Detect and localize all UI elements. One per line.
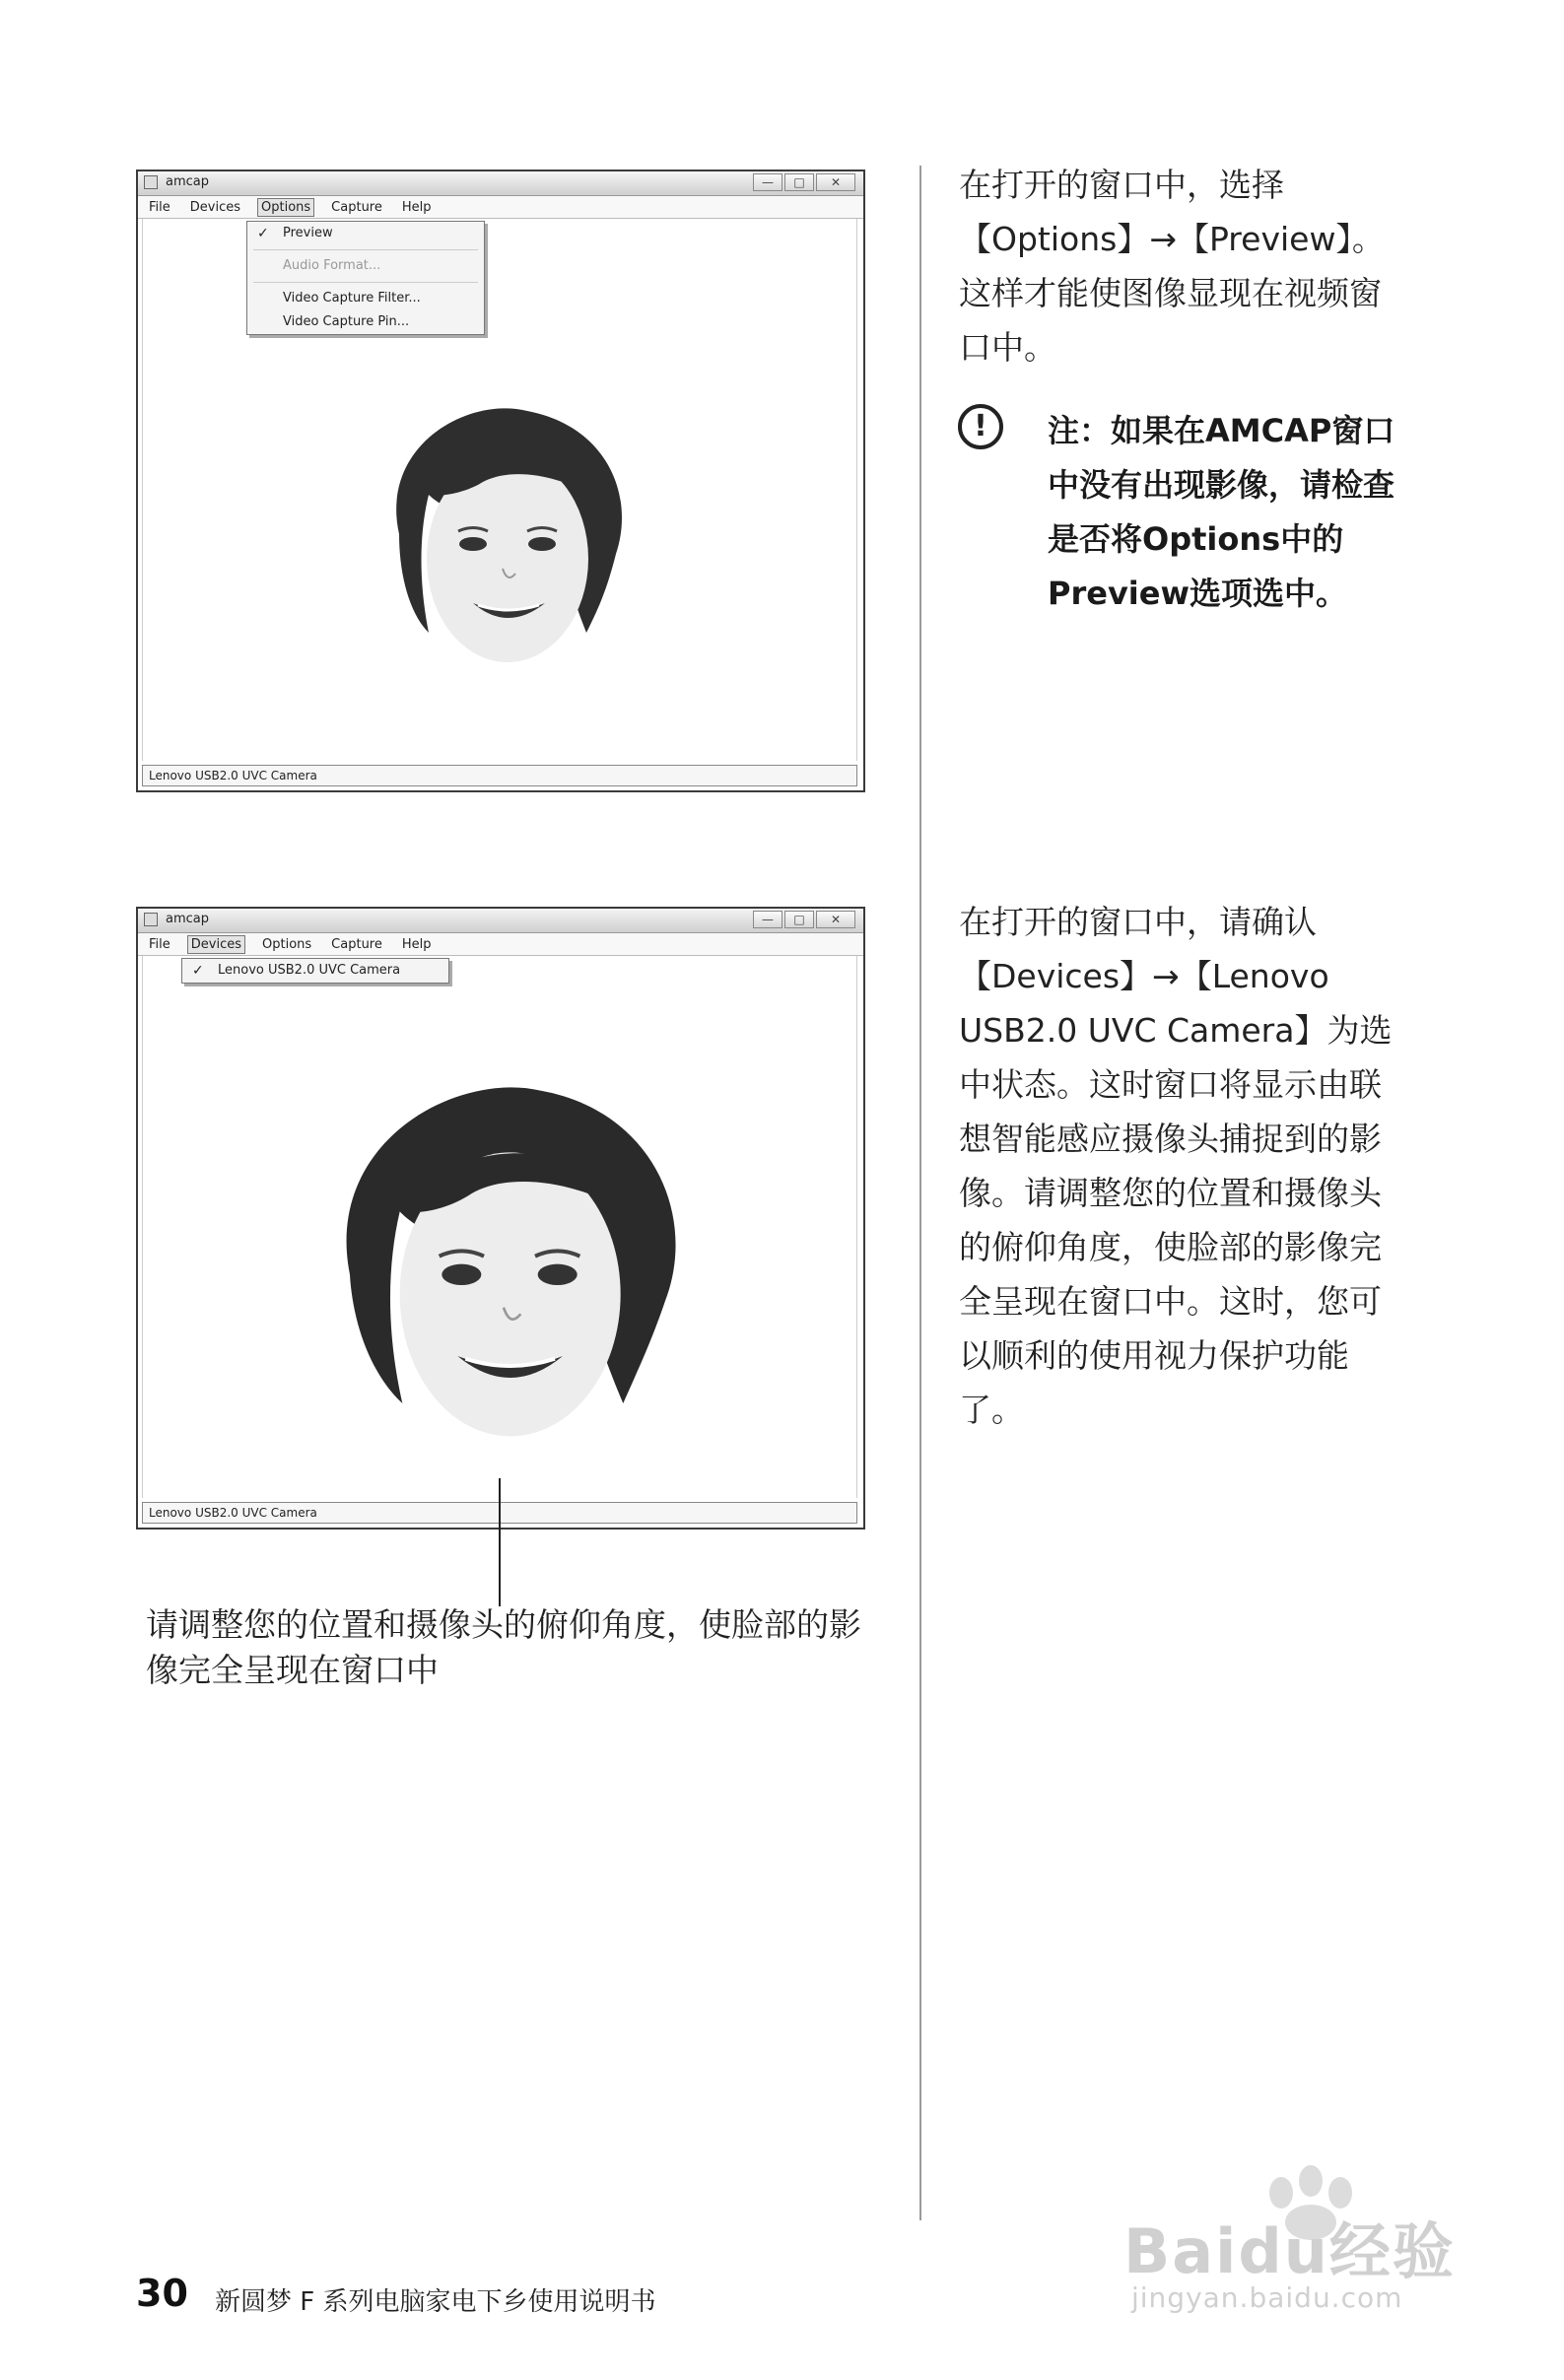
window-title: amcap (166, 912, 209, 926)
image-caption: 请调整您的位置和摄像头的俯仰角度，使脸部的影像完全呈现在窗口中 (146, 1605, 861, 1689)
status-bar: Lenovo USB2.0 UVC Camera (142, 765, 857, 786)
close-button[interactable]: ✕ (816, 173, 855, 191)
menu-capture[interactable]: Capture (331, 199, 382, 215)
menu-item-lenovo-camera[interactable] (182, 959, 448, 983)
warning-icon: ! (958, 404, 1003, 449)
devices-dropdown (181, 958, 449, 984)
note-text: 注：如果在AMCAP窗口中没有出现影像，请检查是否将Options中的Preview选项选中。 (1048, 412, 1395, 612)
app-icon (144, 913, 158, 926)
menu-file[interactable]: File (149, 936, 170, 952)
menu-options[interactable]: Options (262, 936, 312, 952)
menu-item-audio-format (247, 254, 484, 278)
menu-bar (138, 933, 863, 956)
status-bar: Lenovo USB2.0 UVC Camera (142, 1502, 857, 1524)
minimize-button[interactable]: — (753, 911, 782, 928)
menu-item-label: Preview (283, 226, 333, 240)
close-button[interactable]: ✕ (816, 911, 855, 928)
minimize-button[interactable]: — (753, 173, 782, 191)
menu-devices[interactable]: Devices (187, 935, 245, 954)
watermark-url: jingyan.baidu.com (1131, 2281, 1403, 2314)
watermark-brand: Baidu经验 (1123, 2215, 1456, 2287)
instruction-paragraph-2: 在打开的窗口中，请确认【Devices】→【Lenovo USB2.0 UVC Camera】为选中状态。这时窗口将显示由联想智能感应摄像头捕捉到的影像。请调整您的位置和摄像头的俯仰角度，使脸部的影像完全呈现在窗口中。这时，您可以顺利的使用视力保护功能了。 (959, 903, 1393, 1429)
menu-item-preview[interactable] (247, 222, 484, 245)
menu-separator (253, 282, 478, 283)
preview-area (142, 956, 857, 1498)
column-divider (919, 166, 921, 2220)
check-icon: ✓ (257, 226, 269, 241)
menu-item-label: Lenovo USB2.0 UVC Camera (218, 963, 401, 978)
menu-help[interactable]: Help (401, 936, 432, 952)
menu-separator (253, 249, 478, 250)
menu-item-video-capture-pin[interactable] (247, 310, 484, 334)
menu-item-label: Video Capture Filter... (283, 291, 421, 306)
menu-item-label: Audio Format... (283, 258, 381, 273)
amcap-window-devices (136, 907, 865, 1530)
menu-bar (138, 196, 863, 219)
title-bar (138, 909, 863, 933)
page-number: 30 (136, 2272, 188, 2315)
book-title: 新圆梦 F 系列电脑家电下乡使用说明书 (215, 2287, 656, 2317)
face-preview-image (301, 1064, 714, 1459)
options-dropdown (246, 221, 485, 335)
menu-devices[interactable]: Devices (189, 199, 240, 215)
amcap-window-options (136, 170, 865, 792)
maximize-button[interactable]: □ (784, 173, 814, 191)
face-preview-image (360, 386, 655, 682)
menu-capture[interactable]: Capture (331, 936, 382, 952)
menu-item-label: Video Capture Pin... (283, 314, 410, 329)
instruction-paragraph-1: 在打开的窗口中，选择【Options】→【Preview】。这样才能使图像显现在视频窗口中。 (959, 166, 1385, 367)
title-bar (138, 171, 863, 196)
maximize-button[interactable]: □ (784, 911, 814, 928)
menu-help[interactable]: Help (401, 199, 432, 215)
menu-options[interactable]: Options (257, 198, 314, 217)
check-icon: ✓ (192, 963, 204, 979)
menu-file[interactable]: File (149, 199, 170, 215)
app-icon (144, 175, 158, 189)
callout-line (499, 1478, 501, 1606)
menu-item-video-capture-filter[interactable] (247, 287, 484, 310)
window-title: amcap (166, 174, 209, 189)
baidu-watermark (1123, 2163, 1537, 2321)
